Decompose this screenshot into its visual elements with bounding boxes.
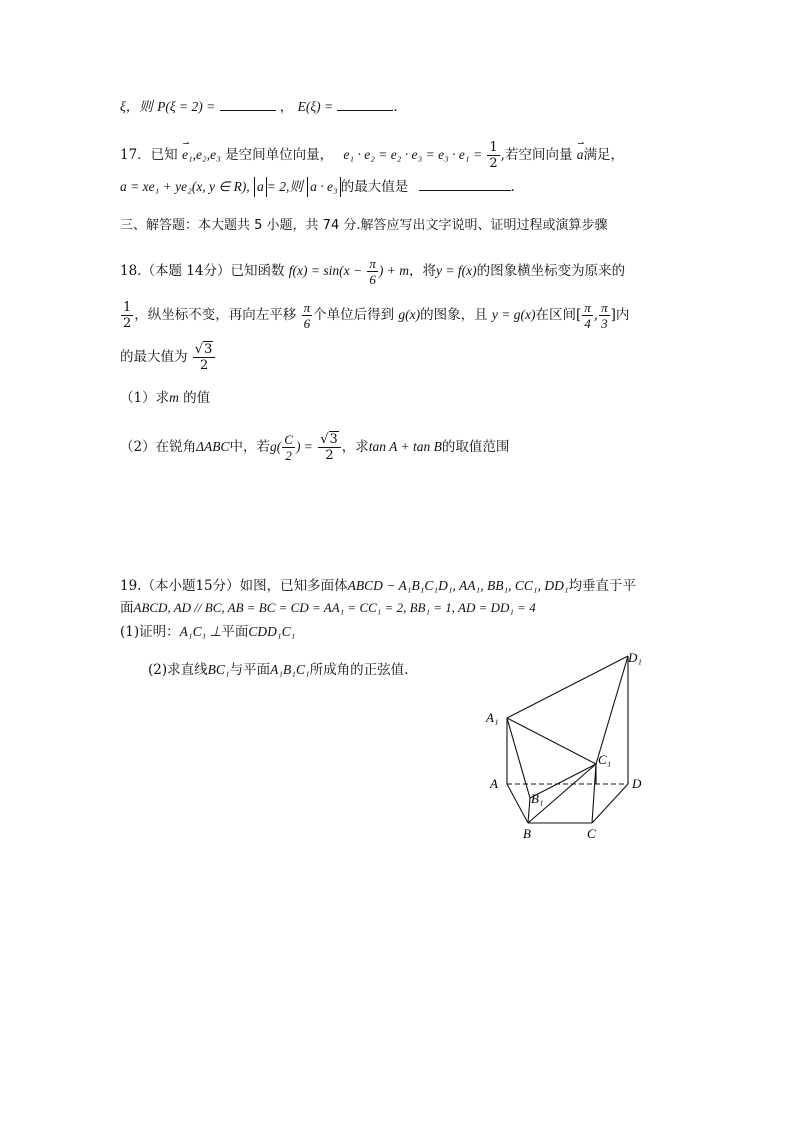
q18-sqrt3-over-2: $\frac{√3}{2}$ [193,342,216,373]
q19-part2a: (2)求直线 [148,662,208,678]
q16-prefix: ξ，则 [120,99,153,114]
q16-sep: ， [279,99,294,115]
q16-blank-1[interactable] [220,96,276,111]
q17-text1: 是空间单位向量， [225,147,334,163]
edge-c-d [592,784,628,823]
q18-shift-pi-6: $\frac{\pi}{6}$ [303,300,311,331]
q17-text4: 的最大值是 [340,179,409,195]
q18-fx: f(x) = sin(x − [288,263,363,278]
label-d1: D₁ [628,650,642,665]
q19-line2b: ABCD, AD // BC, AB = BC = CD = AA₁ = CC₁ = 2, BB₁ = 1, AD = DD₁ = 4 [133,600,536,615]
q18-text2: 的图象横坐标变为原来的 [476,263,626,279]
q18-text1: ，将 [409,263,436,279]
q18-text8: 的最大值为 [120,349,188,365]
q16-end: . [393,99,398,115]
label-d: D [632,776,642,791]
label-b1: B₁ [531,791,544,806]
q19-line1b: ABCD − A₁B₁C₁D₁, AA₁, BB₁, CC₁, DD₁ [347,578,569,593]
q18-line-1 [120,256,625,287]
q18-line-3 [120,342,216,373]
label-b: B [523,826,531,841]
q17-text2: ,若空间向量 [500,147,573,163]
q18-part2e: 的取值范围 [441,439,510,455]
q18-gx: g(x) [398,307,421,322]
q19-part2e: 所成角的正弦值. [309,662,409,678]
q18-part-1 [120,388,210,408]
q17-half-fraction: $\frac{1}{2}$ [489,140,498,171]
q17-vectors: ⇀ e₁,e₂,e₃ [182,145,221,165]
q17-line2-expr: a = xe₁ + ye₂(x, y ∈ R), [120,179,250,194]
q17-text3: 满足， [583,147,625,163]
q19-line-1 [120,576,636,596]
q17-abs-a: a [254,177,267,197]
q18-plus-m: ) + m [378,263,409,278]
q18-text5: 的图象，且 [420,307,488,323]
q19-part2b: BC₁ [207,662,230,677]
q17-blank[interactable] [419,176,511,191]
edge-b-b1 [528,798,530,823]
q18-pi-3: $\frac{\pi}{3}$ [601,300,608,331]
q18-part1-label: （1）求 [120,390,170,406]
q19-part1a: (1)证明： [120,624,180,640]
q18-m: m [169,390,179,405]
q18-pi-4: $\frac{\pi}{4}$ [584,300,591,331]
label-c1: C₁ [598,752,612,767]
polyhedron-figure [480,640,660,850]
q18-half: $\frac{1}{2}$ [123,300,132,331]
q17-line-1 [120,140,624,171]
q17-eq2: = 2,则 [266,179,303,194]
q18-part1-text: 的值 [183,390,211,406]
q16-blank-2[interactable] [337,96,393,111]
edge-a1-d1 [507,656,628,718]
edge-a1-c1 [507,718,596,764]
q18-yfx: y = f(x) [436,263,477,278]
q17-end: . [510,179,515,195]
q17-dot-expr: e₁ · e₂ = e₂ · e₃ = e₃ · e₁ = [343,147,483,162]
q19-line2a: 面 [120,600,134,616]
q18-text7: ]内 [610,307,630,323]
q18-part2d: ，求 [341,439,369,455]
q19-part1b: A₁C₁ ⊥ [179,624,222,639]
edge-a-b [507,784,528,823]
label-a: A [490,776,498,791]
q19-part2d: A₁B₁C₁ [270,662,310,677]
q18-line-2: $\frac{1}{2}$ ，纵坐标不变，再向左平移 $\frac{\pi}{6}$ 个单位后得到 g(x)的图象，且 y = g(x)在区间[ $\frac{\pi}{4}$ , $\frac{\pi}{3}$ ]内 [123,300,630,331]
label-c: C [587,826,596,841]
q19-part-2 [148,660,408,680]
q19-line1c: 均垂直于平 [568,578,637,594]
section-heading: 三、解答题：本大题共 5 小题，共 74 分.解答应写出文字说明、证明过程或演算步骤 [120,218,608,233]
edge-c-c1 [592,764,596,823]
q16-e-expr: E(ξ) = [297,99,334,114]
q18-sqrt3-2b: $\frac{√3}{2}$ [318,432,341,463]
q18-text3: ，纵坐标不变，再向左平移 [134,307,297,323]
q16-p-expr: P(ξ = 2) = [157,99,216,114]
q19-part1d: CDD₁C₁ [248,624,296,639]
q19-part-1 [120,622,295,642]
q18-part-2 [120,432,509,463]
q19-part1c: 平面 [221,624,249,640]
label-a1: A₁ [486,710,499,725]
q18-part2-label: （2）在锐角 [120,439,197,455]
edge-a1-b1 [507,718,530,798]
q18-ygx: y = g(x) [491,307,536,322]
q16-tail [120,96,398,117]
q18-c-over-2: $\frac{C}{2}$ [284,432,293,463]
q19-part2c: 与平面 [229,662,271,678]
q18-label: 18.（本题 14分）已知函数 [120,263,285,279]
q19-line-2 [120,598,536,618]
q17-number: 17．已知 [120,147,178,163]
q18-part2c: ) = [295,439,313,454]
q18-g: g( [270,439,282,454]
q18-pi-over-6: $\frac{\pi}{6}$ [369,256,376,287]
q18-tan: tan A + tan B [368,439,442,454]
edge-c1-d1 [596,656,628,764]
q18-triangle: ΔABC [196,439,230,454]
q18-part2b: 中，若 [229,439,271,455]
q17-abs-dot: a · e₃ [307,177,341,197]
q17-a: ⇀ a [577,145,584,165]
q18-text4: 个单位后得到 [313,307,395,323]
q18-text6: 在区间[ [535,307,582,323]
q19-line1a: 19.（本小题15分）如图，已知多面体 [120,578,348,594]
q17-line-2 [120,176,515,197]
